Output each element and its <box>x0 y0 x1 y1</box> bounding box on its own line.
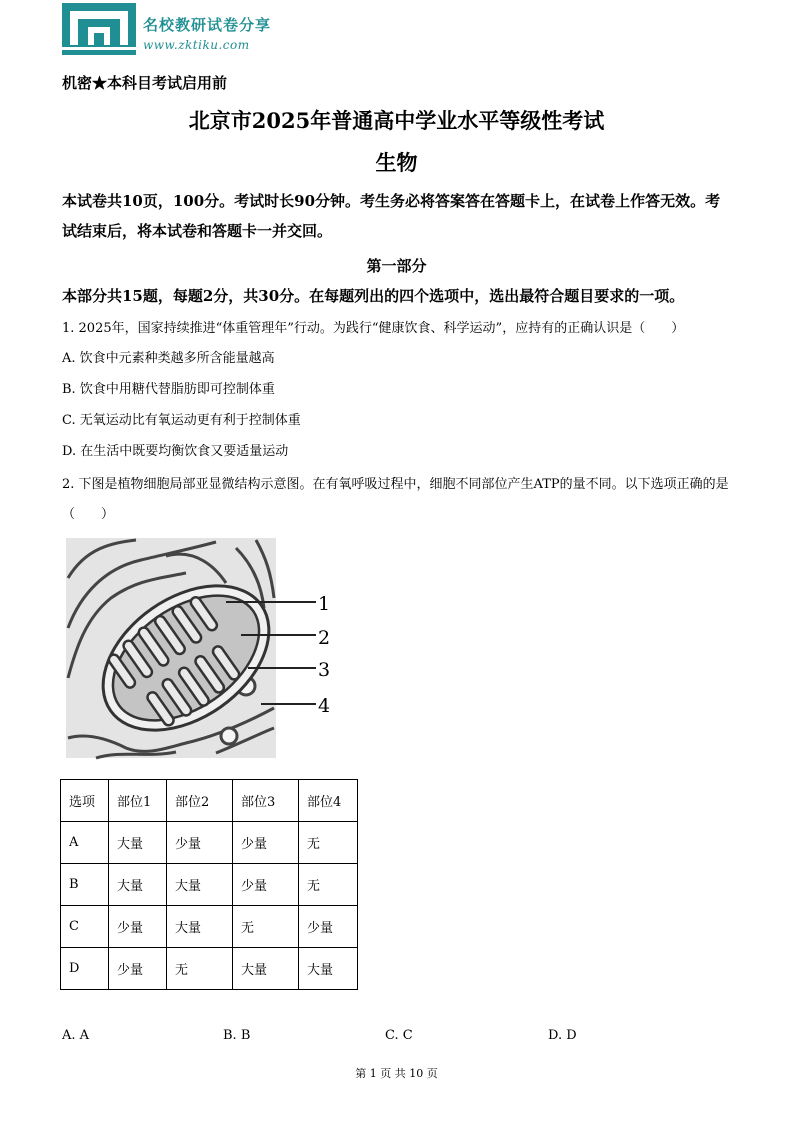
answer-choice-b: B. B <box>223 1028 251 1043</box>
page-title: 北京市2025年普通高中学业水平等级性考试 <box>188 108 605 133</box>
table-row <box>61 822 358 864</box>
figure-label-3: 3 <box>318 659 331 681</box>
figure-label-2: 2 <box>318 627 331 649</box>
page-number: 第 1 页 共 10 页 <box>355 1067 438 1080</box>
mitochondrion-figure <box>66 538 346 760</box>
table-cell: 大量 <box>233 948 299 990</box>
question-1-stem: 1. 2025年，国家持续推进“体重管理年”行动。为践行“健康饮食、科学运动”，应持有的正确认识是（ ） <box>62 321 685 336</box>
subject-title: 生物 <box>375 150 418 175</box>
table-cell: 少量 <box>299 906 358 948</box>
table-cell: 大量 <box>299 948 358 990</box>
table-cell: 大量 <box>109 864 167 906</box>
logo <box>62 3 136 55</box>
table-row <box>61 906 358 948</box>
table-row <box>61 864 358 906</box>
answer-choice-c: C. C <box>385 1028 413 1043</box>
question-1-option-c: C. 无氧运动比有氧运动更有利于控制体重 <box>62 413 301 428</box>
question-1-option-a: A. 饮食中元素种类越多所含能量越高 <box>62 351 275 366</box>
table-cell: 大量 <box>167 864 233 906</box>
table-cell: B <box>61 864 109 906</box>
table-cell: 少量 <box>109 906 167 948</box>
table-cell: 少量 <box>233 822 299 864</box>
logo-name: 名校教研试卷分享 <box>143 16 272 34</box>
table-header: 部位1 <box>109 780 167 822</box>
table-header: 选项 <box>61 780 109 822</box>
exam-notice: 本试卷共10页，100分。考试时长90分钟。考生务必将答案答在答题卡上，在试卷上作答无效。考试结束后，将本试卷和答题卡一并交回。 <box>62 192 721 240</box>
table-cell: 少量 <box>167 822 233 864</box>
question-2-stem: 2. 下图是植物细胞局部亚显微结构示意图。在有氧呼吸过程中，细胞不同部位产生ATP的量不同。以下选项正确的是（ ） <box>62 477 729 522</box>
table-cell: D <box>61 948 109 990</box>
figure-label-1: 1 <box>318 593 331 615</box>
table-cell: C <box>61 906 109 948</box>
table-cell: 无 <box>299 864 358 906</box>
figure-label-4: 4 <box>318 695 331 717</box>
answer-choice-d: D. D <box>548 1028 577 1043</box>
logo-icon <box>62 3 136 55</box>
question-1-option-d: D. 在生活中既要均衡饮食又要适量运动 <box>62 444 289 459</box>
table-cell: 大量 <box>109 822 167 864</box>
table-cell: 无 <box>299 822 358 864</box>
part-title: 第一部分 <box>366 257 427 275</box>
logo-url: www.zktiku.com <box>143 38 250 52</box>
table-row <box>61 948 358 990</box>
table-cell: 少量 <box>233 864 299 906</box>
answer-choice-a: A. A <box>62 1028 90 1043</box>
table-cell: 少量 <box>109 948 167 990</box>
part-description: 本部分共15题，每题2分，共30分。在每题列出的四个选项中，选出最符合题目要求的一项。 <box>62 287 685 305</box>
table-cell: A <box>61 822 109 864</box>
table-cell: 无 <box>233 906 299 948</box>
question-1-option-b: B. 饮食中用糖代替脂肪即可控制体重 <box>62 382 275 397</box>
table-cell: 大量 <box>167 906 233 948</box>
confidential-label: 机密★本科目考试启用前 <box>62 74 228 92</box>
table-header-row <box>61 780 358 822</box>
table-header: 部位2 <box>167 780 233 822</box>
table-cell: 无 <box>167 948 233 990</box>
table-header: 部位3 <box>233 780 299 822</box>
options-table <box>60 779 358 990</box>
table-header: 部位4 <box>299 780 358 822</box>
